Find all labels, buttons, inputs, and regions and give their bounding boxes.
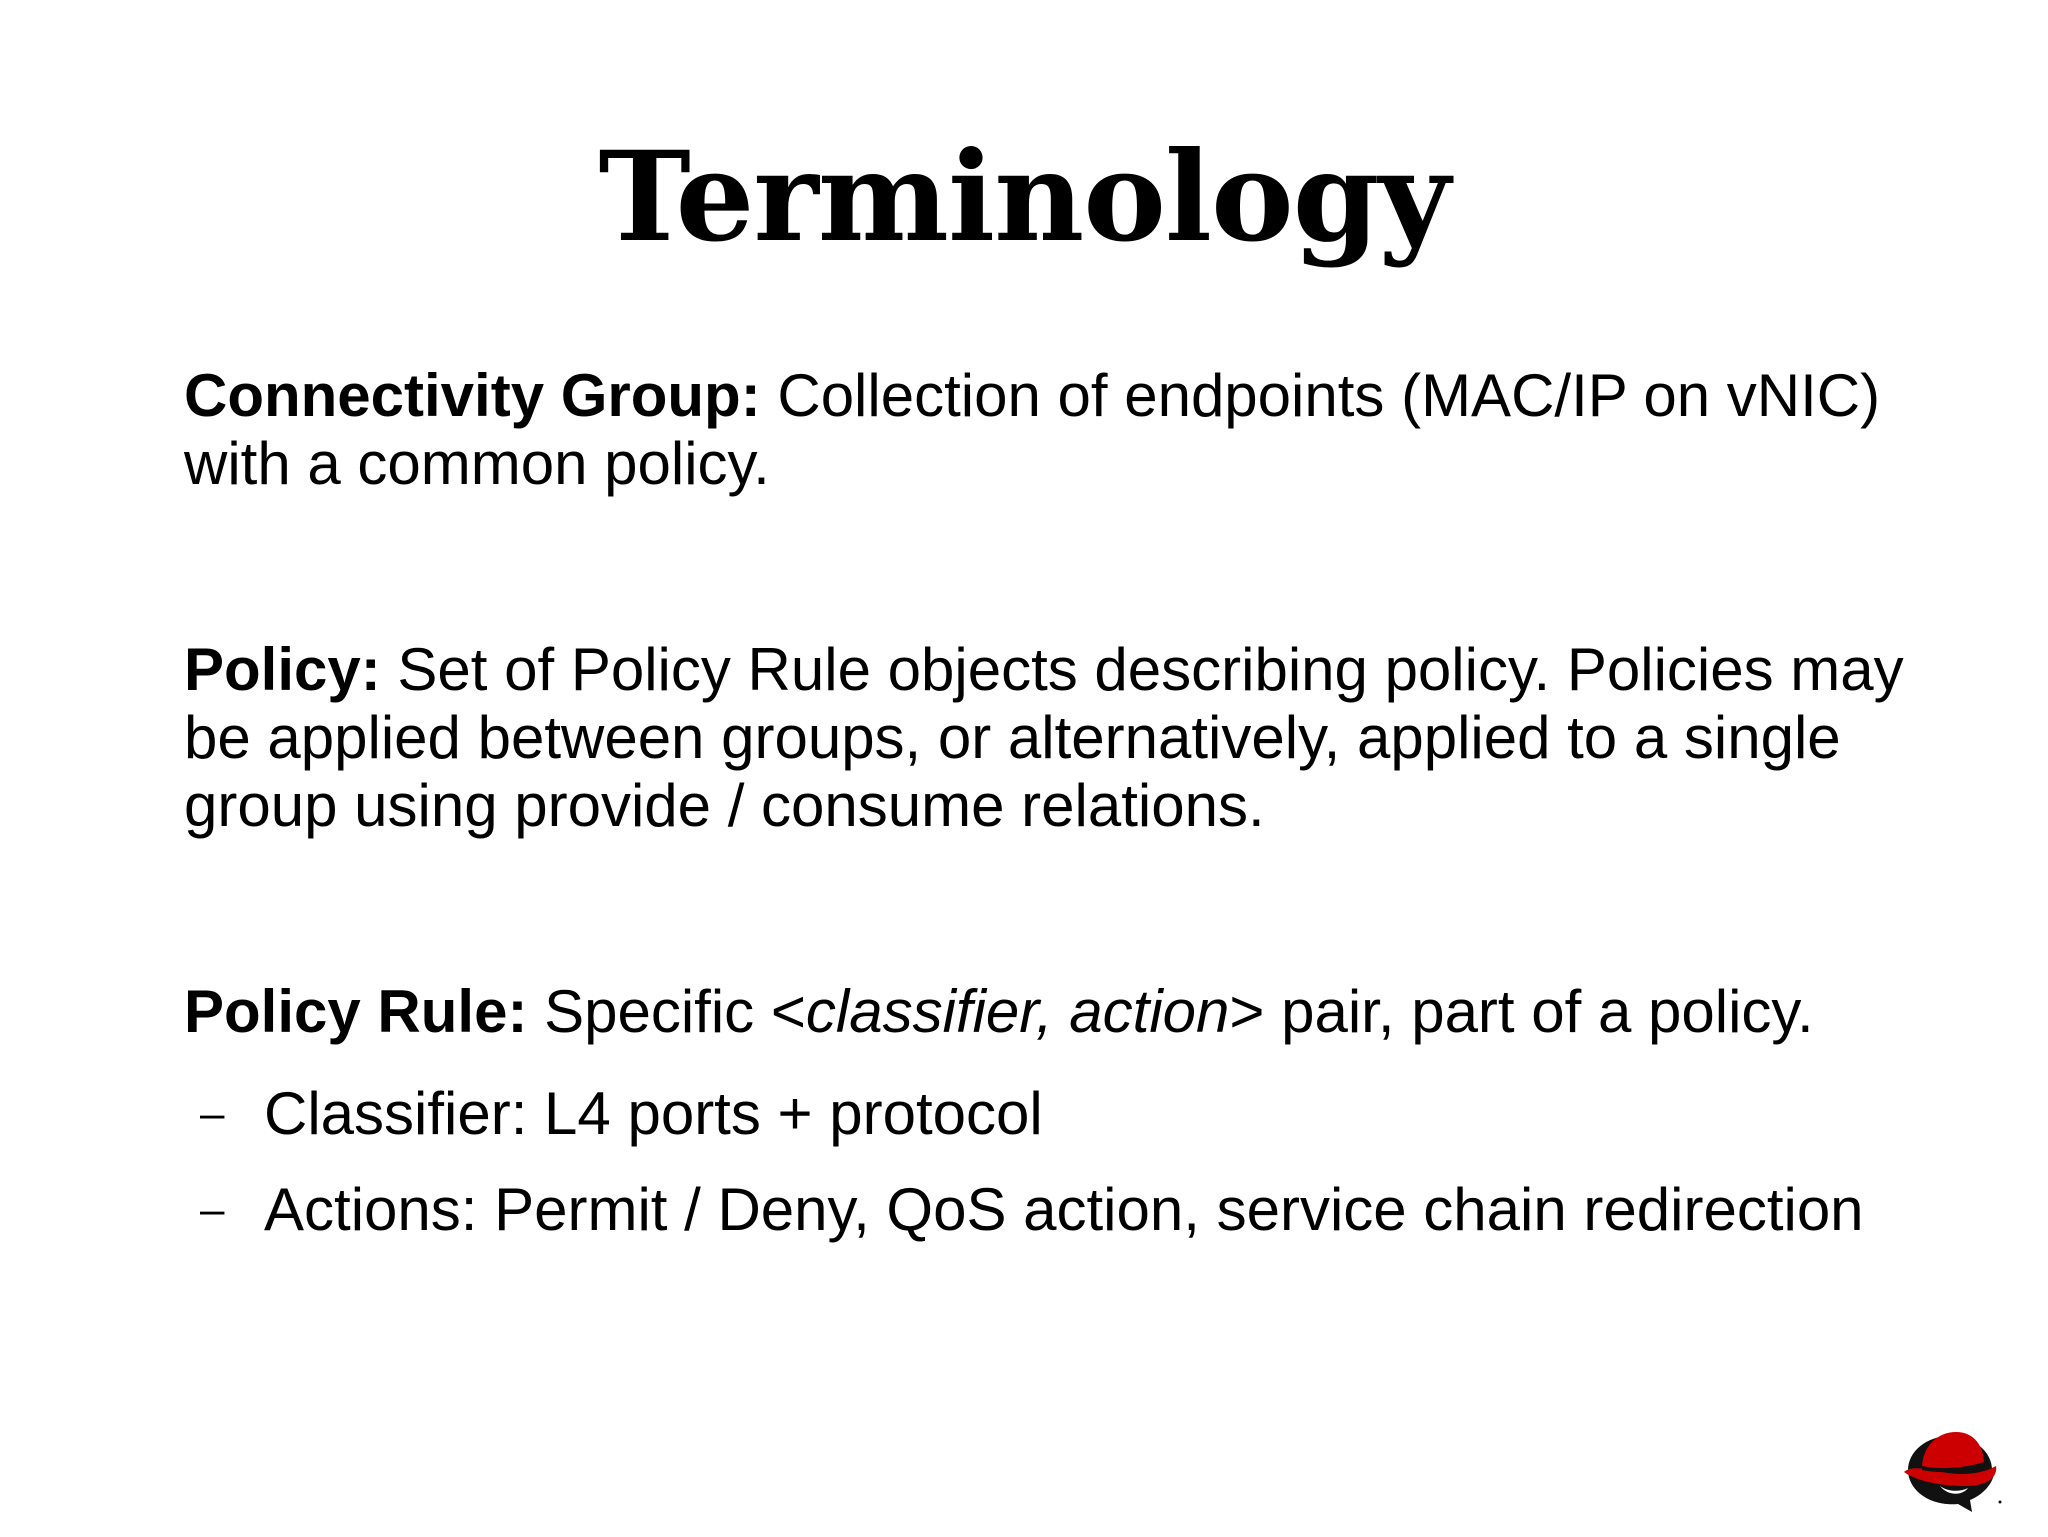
sub-item-classifier (200, 1080, 1043, 1148)
sub-item-text: Actions: Permit / Deny, QoS action, service chain redirection (264, 1176, 1864, 1243)
term-label: Policy: (184, 636, 381, 703)
slide-title: Terminology (598, 125, 1450, 270)
term-label: Connectivity Group: (184, 362, 761, 429)
definition-text: Collection of endpoints (MAC/IP on vNIC) with a common policy. (184, 362, 1881, 497)
definition-text-before: Specific < (527, 978, 806, 1045)
definition-policy (184, 636, 1984, 840)
definition-text-italic: classifier, action (805, 978, 1230, 1045)
term-label: Policy Rule: (184, 978, 528, 1045)
sub-item-text: Classifier: L4 ports + protocol (264, 1080, 1043, 1147)
definition-text: Set of Policy Rule objects describing policy. Policies may be applied between groups, or alternatively, applied to a single group using provide / consume relations. (184, 636, 1904, 839)
definition-connectivity-group (184, 362, 1984, 498)
definition-policy-rule (184, 978, 1984, 1046)
dash-bullet: – (200, 1089, 225, 1138)
sub-item-actions (200, 1176, 1864, 1244)
red-hat-shadowman-icon (1900, 1420, 2004, 1512)
definition-text-after: > pair, part of a policy. (1229, 978, 1814, 1045)
dash-bullet: – (200, 1185, 225, 1234)
